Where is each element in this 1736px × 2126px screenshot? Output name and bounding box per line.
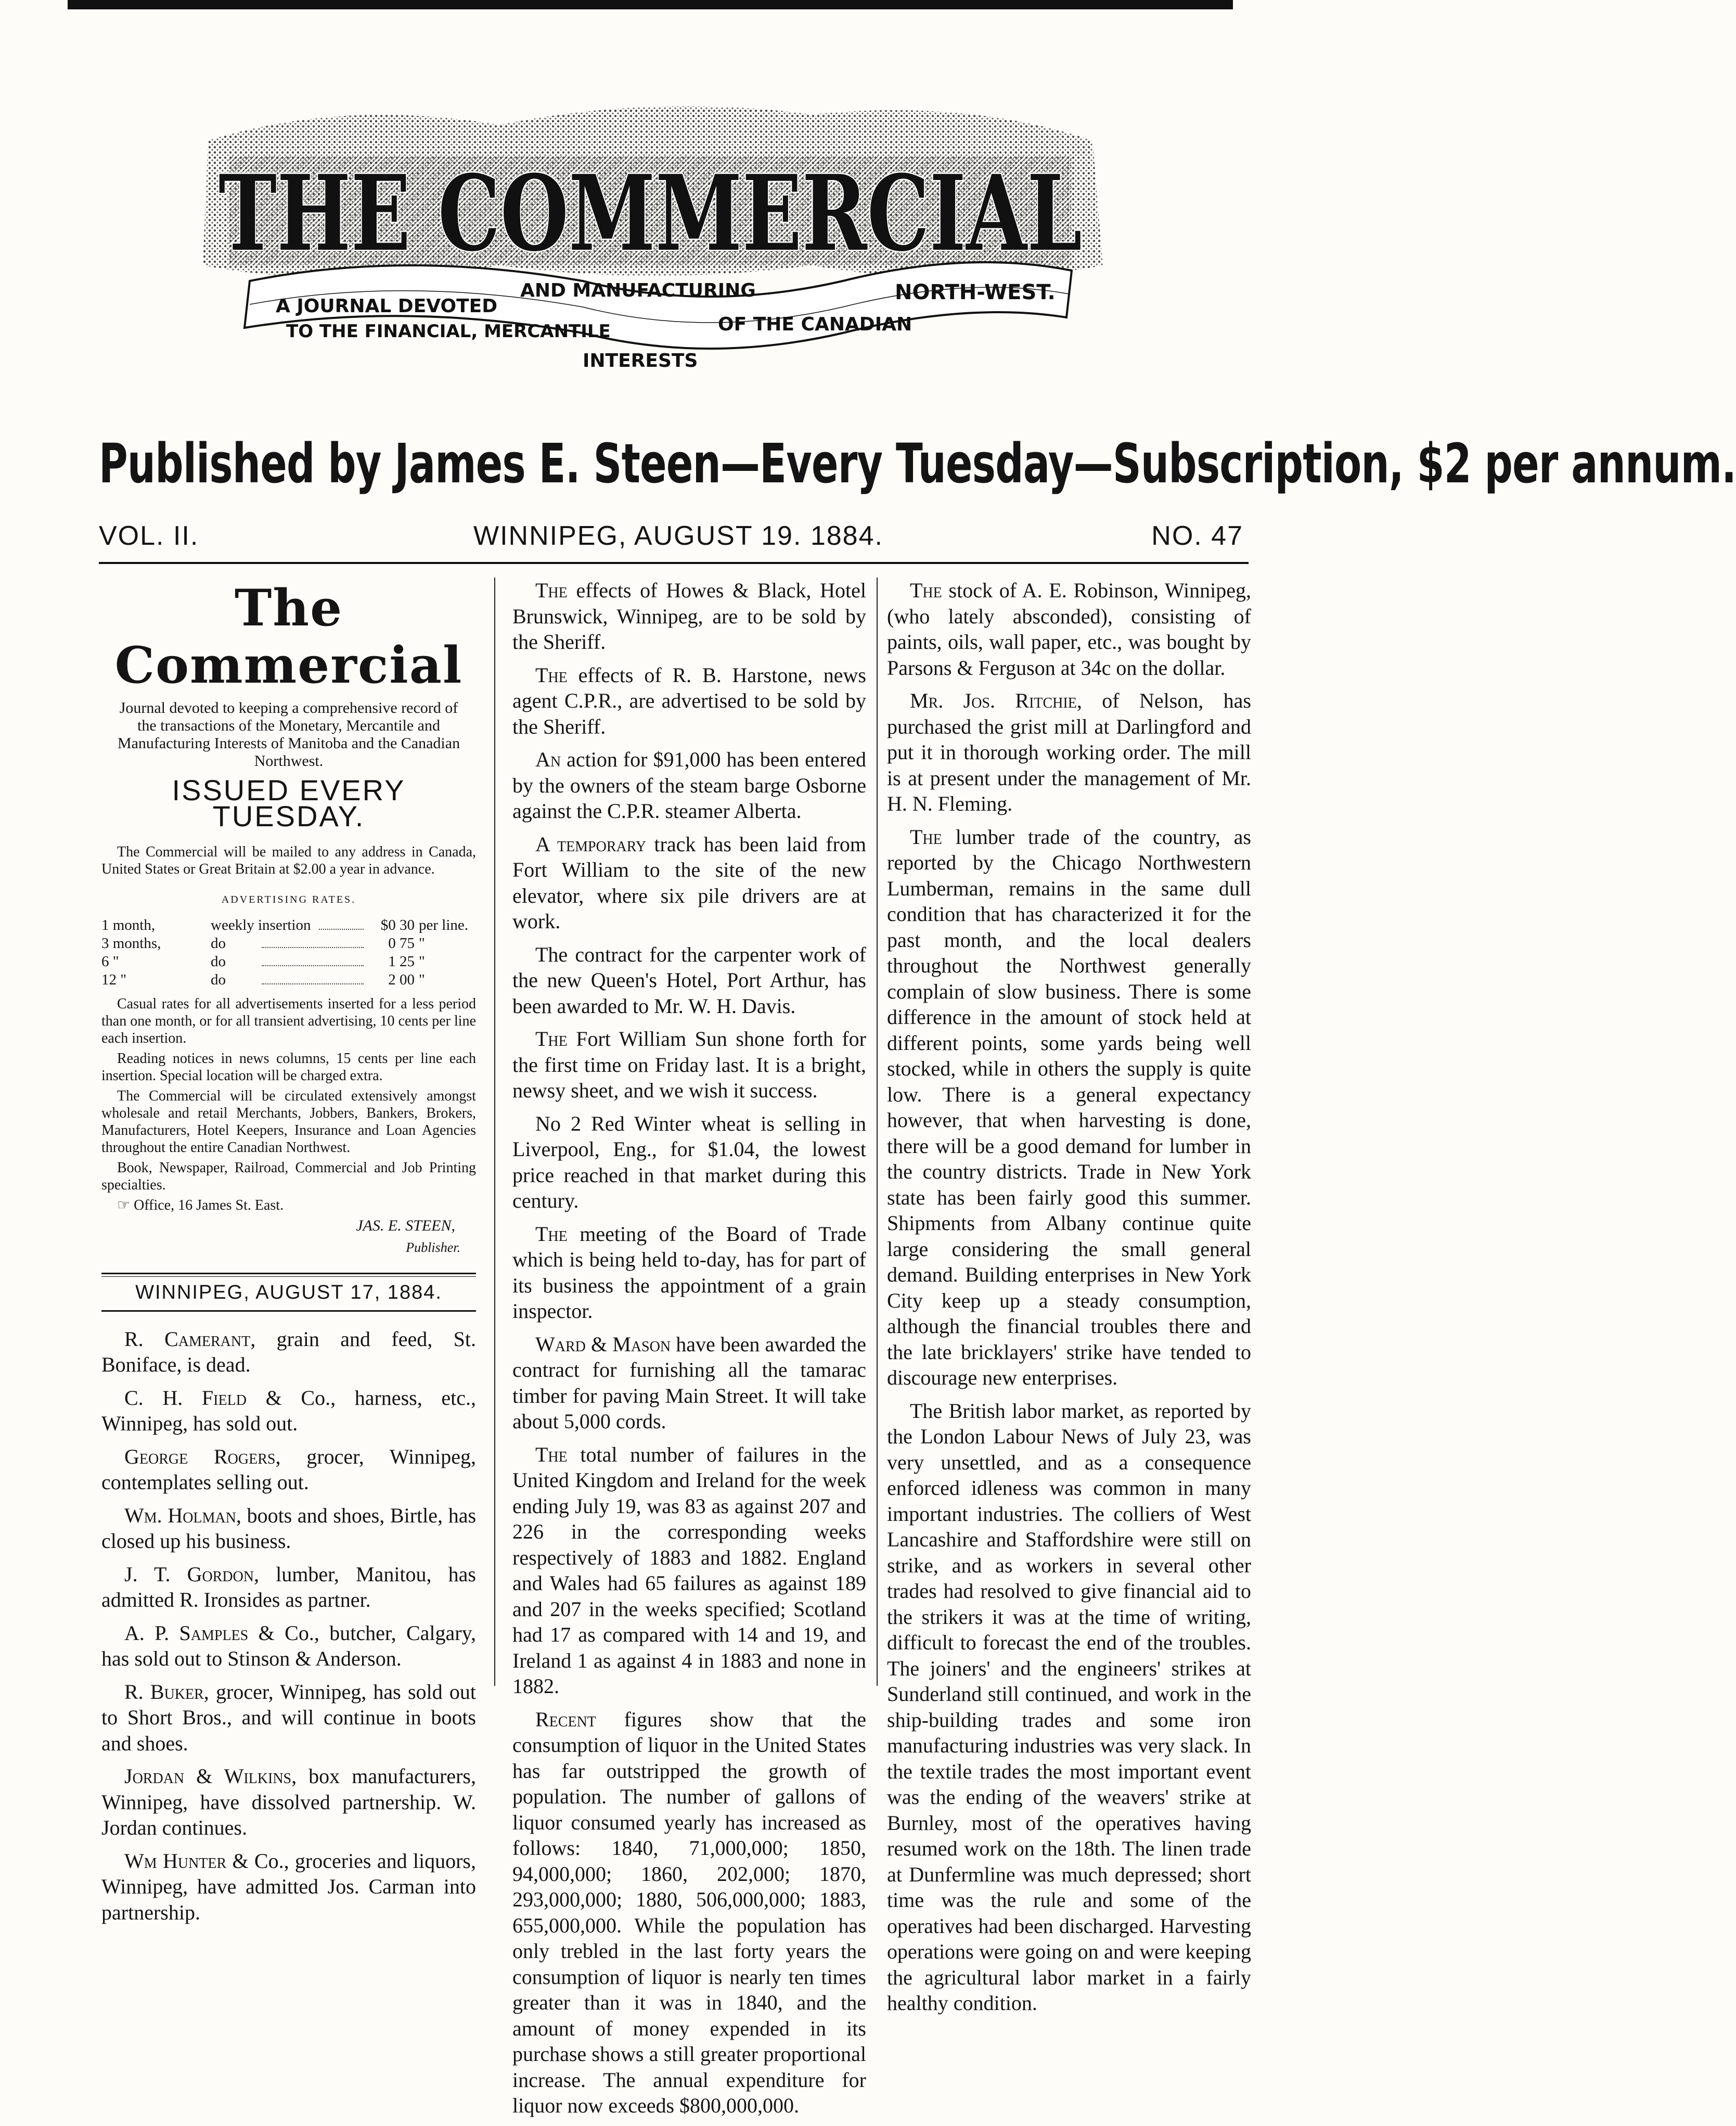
item-lead: Mr. Jos. Ritchie,	[910, 689, 1082, 712]
news-item	[512, 1026, 866, 1104]
column-rule-2	[877, 578, 878, 1686]
item-lead: The	[535, 663, 568, 687]
rate-row	[101, 953, 476, 971]
publisher-role: Publisher.	[406, 1239, 460, 1255]
rate-row	[101, 934, 476, 953]
item-text: total number of failures in the United Kingdom and Ireland for the week ending July 19, was 83 as against 207 and 226 in the corresponding weeks respectively of 1883 and 1882. England and Wales had 65 failures as against 189 and 207 in the weeks specified; Scotland had 17 as compared with 14 and 19, and Ireland 1 as against 4 in 1883 and none in 1882.	[512, 1442, 866, 1698]
item-lead: C. H. Field	[124, 1386, 247, 1410]
item-lead: Ward & Mason	[535, 1332, 671, 1356]
item-lead: A. P. Samples	[124, 1621, 249, 1645]
news-item	[512, 578, 866, 655]
news-item	[512, 1442, 866, 1699]
rate-period: 12 "	[101, 971, 127, 988]
item-lead: R. Camerant,	[124, 1327, 256, 1351]
news-item	[887, 824, 1251, 1391]
news-item	[887, 1398, 1251, 2016]
circulation-notice: The Commercial will be circulated extensively amongst wholesale and retail Merchants, Jobbers, Bankers, Brokers, Manufacturers, Hotel Keepers, Insurance and Loan Agencies throughout the entire Canadian Northwest.	[101, 1087, 476, 1156]
item-text: lumber trade of the country, as reported by the Chicago Northwestern Lumberman, remains in the same dull condition that has characterized it for the past month, and the local dealers throughout the Northwest generally complain of slow business. There is some difference in the amount of stock held at different points, some yards being well stocked, while in others the supply is quite low. There is a general expectancy however, that when harvesting is done, there will be a good demand for lumber in the country districts. Trade in New York state has been fairly good this summer. Shipments from Albany continue quite large considering the small general demand. Building enterprises in New York City keep up a steady consumption, although the financial troubles there and the late bricklayers' strike have tended to discourage new enterprises.	[887, 825, 1251, 1389]
rate-row	[101, 916, 476, 934]
item-lead: Recent	[535, 1707, 596, 1731]
item-text: track has been laid from Fort William to the site of the new elevator, where six pile drivers are at work.	[512, 832, 866, 933]
item-text: No 2 Red Winter wheat is selling in Liverpool, Eng., for $1.04, the lowest price reached in that market during this century.	[512, 1111, 866, 1212]
news-item	[101, 1679, 476, 1757]
news-item	[101, 1385, 476, 1437]
subscription-info	[101, 843, 476, 878]
item-lead: George Rogers,	[124, 1444, 281, 1468]
item-text: lumber, Manitou, has admitted R. Ironsides as partner.	[101, 1562, 476, 1611]
ribbon-text-5: OF THE CANADIAN	[718, 314, 912, 335]
item-text: grocer, Winnipeg, contemplates selling out.	[101, 1444, 476, 1494]
item-text: grain and feed, St. Boniface, is dead.	[101, 1327, 476, 1376]
rate-what: do	[211, 934, 226, 952]
item-lead: J. T. Gordon,	[124, 1562, 260, 1586]
item-lead: The	[535, 579, 568, 602]
item-text: figures show that the consumption of liquor in the United States has far outstripped the growth of population. The number of gallons of liquor consumed yearly has increased as follows: 1840, 71,000,000; 1850, 94,000,000; 1860, 202,000; 1870, 293,000,000; 1880, 506,000,000; 1883, 655,000,000. While the population has only trebled in the last forty years the consumption of liquor is nearly ten times greater than it was in 1840, and the amount of money expended in its purchase shows a still greater proportional increase. The annual expenditure for liquor now exceeds $800,000,000.	[512, 1707, 866, 2117]
item-lead: The	[535, 1222, 568, 1246]
item-lead: The	[910, 825, 942, 849]
news-item	[512, 1707, 866, 2119]
masthead-ornament	[187, 94, 1113, 458]
rate-period: 3 months,	[101, 934, 161, 952]
column-2	[512, 578, 866, 2126]
advertising-rates-title: ADVERTISING RATES.	[221, 894, 356, 905]
column-1	[101, 578, 476, 1932]
item-text: meeting of the Board of Trade which is being held to-day, has for part of its business the appointment of a grain inspector.	[512, 1222, 866, 1323]
item-lead: Wm. Holman,	[124, 1503, 241, 1527]
mailing-notice: The Commercial will be mailed to any address in Canada, United States or Great Britain at $2.00 a year in advance.	[101, 844, 476, 877]
rate-price: $0 30	[380, 916, 415, 933]
publisher-signature: JAS. E. STEEN,	[356, 1216, 455, 1234]
rate-row	[101, 971, 476, 989]
news-item	[512, 1221, 866, 1324]
news-item	[101, 1620, 476, 1672]
column-rule-1	[494, 578, 495, 1686]
item-text: of Nelson, has purchased the grist mill at Darlingford and put it in thorough working order. The mill is at present under the management of Mr. H. N. Fleming.	[887, 689, 1251, 815]
news-item	[887, 578, 1251, 681]
rate-what: do	[211, 971, 226, 988]
item-lead: The	[910, 579, 942, 602]
issue-date: WINNIPEG, AUGUST 19. 1884.	[473, 521, 883, 551]
item-lead: A temporary	[535, 832, 647, 856]
item-text: grocer, Winnipeg, has sold out to Short Bros., and will continue in boots and shoes.	[101, 1680, 476, 1755]
volume-line	[99, 520, 1243, 562]
rate-period: 6 "	[101, 953, 119, 970]
news-item	[512, 1111, 866, 1214]
rate-unit: per line.	[419, 916, 469, 933]
issued-every-tuesday: ISSUED EVERY TUESDAY.	[172, 774, 406, 833]
ribbon-text-1: A JOURNAL DEVOTED	[276, 296, 498, 317]
casual-rates: Casual rates for all advertisements inserted for a less period than one month, or for all transient advertising, 10 cents per line each insertion.	[101, 995, 476, 1046]
news-item	[101, 1848, 476, 1926]
item-text: stock of A. E. Robinson, Winnipeg, (who lately absconded), consisting of paints, oils, wall paper, etc., was bought by Parsons & Ferguson at 34c on the dollar.	[887, 579, 1251, 680]
ribbon-text-4: INTERESTS	[583, 350, 698, 372]
news-item	[512, 942, 866, 1019]
rate-period: 1 month,	[101, 916, 156, 933]
ribbon-text-3: AND MANUFACTURING	[520, 280, 756, 301]
news-item	[512, 662, 866, 740]
item-lead: R. Buker,	[124, 1680, 209, 1704]
rate-what: weekly insertion	[211, 916, 311, 933]
rate-price: 2 00	[388, 971, 415, 988]
news-item	[512, 831, 866, 934]
journal-description: Journal devoted to keeping a comprehensive record of the transactions of the Monetary, Mercantile and Manufacturing Interests of Manitoba and the Canadian Northwest.	[117, 699, 460, 770]
item-text: The contract for the carpenter work of the new Queen's Hotel, Port Arthur, has been awarded to Mr. W. H. Davis.	[512, 942, 866, 1018]
reading-notices: Reading notices in news columns, 15 cents per line each insertion. Special location will be charged extra.	[101, 1050, 476, 1084]
news-item	[512, 747, 866, 824]
news-item	[101, 1561, 476, 1613]
news-item	[101, 1444, 476, 1495]
section-dateline: WINNIPEG, AUGUST 17, 1884.	[101, 1273, 476, 1312]
item-text: action for $91,000 has been entered by the owners of the steam barge Osborne against the C.P.R. steamer Alberta.	[512, 748, 866, 823]
news-item	[101, 1763, 476, 1841]
news-item	[512, 1331, 866, 1435]
rate-price: 0 75	[388, 934, 415, 952]
item-text: & Co., butcher, Calgary, has sold out to Stinson & Anderson.	[101, 1621, 477, 1670]
editorial-title: The Commercial	[114, 579, 463, 695]
printing-specialties: Book, Newspaper, Railroad, Commercial and Job Printing specialties.	[101, 1159, 476, 1193]
top-border	[68, 0, 1233, 9]
item-text: effects of R. B. Harstone, news agent C.P.R., are advertised to be sold by the Sheriff.	[512, 663, 866, 738]
item-lead: Jordan & Wilkins,	[124, 1764, 297, 1788]
item-text: Fort William Sun shone forth for the first time on Friday last. It is a bright, newsy sheet, and we wish it success.	[512, 1027, 866, 1102]
item-lead: An	[535, 748, 561, 771]
item-lead: The	[535, 1442, 568, 1466]
rate-what: do	[211, 953, 226, 970]
terms-block	[101, 995, 476, 1214]
news-item	[887, 688, 1251, 817]
item-text: effects of Howes & Black, Hotel Brunswick, Winnipeg, are to be sold by the Sheriff.	[512, 579, 866, 654]
rate-unit: "	[419, 934, 425, 952]
masthead	[187, 94, 1113, 458]
item-lead: Wm Hunter	[124, 1849, 227, 1873]
news-item	[101, 1326, 476, 1378]
issue-number: NO. 47	[1151, 521, 1243, 551]
item-text: have been awarded the contract for furnishing all the tamarac timber for paving Main Street. It will take about 5,000 cords.	[512, 1332, 866, 1433]
rate-price: 1 25	[388, 953, 415, 970]
item-text: The British labor market, as reported by the London Labour News of July 23, was very unsettled, and as a consequence enforced idleness was common in many important industries. The colliers of West Lancashire and Staffordshire were still on strike, and as workers in several other trades had resolved to give financial aid to the strikers it was at the time of writing, difficult to forecast the end of the troubles. The joiners' and the engineers' strikes at Sunderland still continued, and work in the ship-building trades and some iron manufacturing industries was very slack. In the textile trades the most important event was the ending of the weavers' strike at Burnley, most of the operatives having resumed work on the 18th. The linen trade at Dunfermline was much depressed; short time was the rule and some of the operatives had been discharged. Harvesting operations were going on and were keeping the agricultural labor market in a fairly healthy condition.	[887, 1399, 1251, 2015]
ribbon-text-2: TO THE FINANCIAL, MERCANTILE	[286, 321, 611, 342]
volume-number: VOL. II.	[99, 521, 199, 551]
masthead-title: THE COMMERCIAL	[218, 152, 1082, 275]
rate-unit: "	[419, 971, 425, 988]
item-text: & Co., harness, etc., Winnipeg, has sold out.	[101, 1386, 476, 1435]
publication-line: Published by James E. Steen—Every Tuesday—Subscription, $2 per annum.	[99, 432, 1736, 495]
header-rule	[99, 562, 1249, 564]
ribbon-text-6: NORTH-WEST.	[895, 280, 1056, 304]
item-text: box manufacturers, Winnipeg, have dissolved partnership. W. Jordan continues.	[101, 1764, 476, 1839]
rate-unit: "	[419, 953, 425, 970]
item-text: & Co., groceries and liquors, Winnipeg, have admitted Jos. Carman into partnership.	[101, 1849, 476, 1924]
rates-table	[101, 916, 476, 989]
news-item	[101, 1503, 476, 1554]
item-lead: The	[535, 1027, 568, 1051]
item-text: boots and shoes, Birtle, has closed up his business.	[101, 1503, 477, 1553]
column-3	[887, 578, 1251, 2023]
office-address: ☞ Office, 16 James St. East.	[117, 1197, 284, 1213]
